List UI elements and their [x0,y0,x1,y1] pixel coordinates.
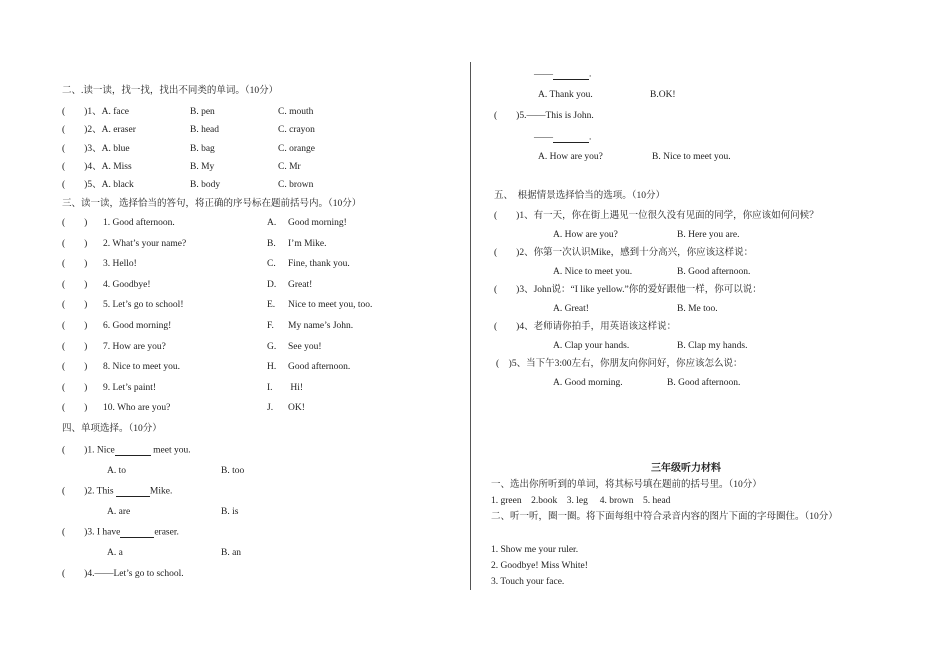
s2-row-4-b: B. My [190,162,215,172]
s3-row-4-key: D. [267,280,277,290]
s3-row-6-answer: My name’s John. [288,321,354,331]
s4-q2-blank[interactable] [116,487,150,497]
s4-q1-stem: ( )1. Nice [62,445,115,456]
q5-option-a: A. How are you? [538,152,603,162]
s3-row-7-key: G. [267,342,277,352]
section-4-heading: 四、单项选择。（10分） [62,424,162,434]
s2-row-3-c: C. orange [278,144,315,154]
s4-q3 [62,528,179,538]
s3-row-1-answer: Good morning! [288,218,347,228]
s5-q5: ( )5、当下午3:00左右，你朋友向你问好，你应该怎么说： [496,359,743,369]
s4-q1-option-a: A. to [107,466,126,476]
s4-q3-tail: eraser. [154,527,179,538]
s5-q3-option-a: A. Great! [553,304,589,314]
s3-row-3-answer: Fine, thank you. [288,259,350,269]
s2-row-5-c: C. brown [278,180,314,190]
s4-q3-option-b: B. an [221,548,242,558]
s5-q2-option-b: B. Good afternoon. [677,267,751,277]
s2-row-2-prompt: ( )2、A. eraser [62,125,136,135]
section-5-heading: 五、 根据情景选择恰当的选项。（10分） [494,191,666,201]
s3-row-5-answer: Nice to meet you, too. [288,300,373,310]
s2-row-5-prompt: ( )5、A. black [62,180,134,190]
listening-part-1-heading: 一、选出你所听到的单词，将其标号填在题前的括号里。（10分） [491,480,762,490]
listening-part-2-heading: 二、听一听，圈一圈。将下面每组中符合录音内容的图片下面的字母圈住。（10分） [491,512,838,522]
s4-q2 [62,487,172,497]
q4-reply-dash: —— [534,69,553,80]
s2-row-2-b: B. head [190,125,220,135]
s3-row-5-question: 5. Let’s go to school! [103,300,184,310]
s5-q4-option-a: A. Clap your hands. [553,341,630,351]
s4-q1-blank[interactable] [115,446,151,456]
q5-stem: ( )5.——This is John. [494,111,594,121]
s4-q1 [62,446,191,456]
s4-q2-option-a: A. are [107,507,131,517]
s3-row-4-question: 4. Goodbye! [103,280,151,290]
s3-row-8-answer: Good afternoon. [288,362,351,372]
listening-line-2: 2. Goodbye! Miss White! [491,561,588,571]
s2-row-3-b: B. bag [190,144,215,154]
s3-row-3-key: C. [267,259,276,269]
s3-row-5-key: E. [267,300,276,310]
listening-line-1: 1. Show me your ruler. [491,545,579,555]
listening-line-3: 3. Touch your face. [491,577,565,587]
s3-row-7-paren: ( ) [62,342,88,352]
s5-q3: ( )3、John说：“I like yellow.”你的爱好跟他一样，你可以说： [494,285,762,295]
column-divider [470,62,471,590]
section-3-heading: 三、读一读，选择恰当的答句，将正确的序号标在题前括号内。（10分） [62,199,362,209]
q5-reply-blank[interactable] [553,133,589,143]
s2-row-1-c: C. mouth [278,107,314,117]
s5-q4: ( )4、老师请你拍手，用英语该这样说： [494,322,677,332]
s4-q2-stem: ( )2. This [62,486,116,497]
s4-q3-option-a: A. a [107,548,123,558]
s3-row-7-question: 7. How are you? [103,342,166,352]
q4-option-b: B.OK! [650,90,676,100]
s3-row-10-paren: ( ) [62,403,88,413]
s4-q4: ( )4.——Let’s go to school. [62,569,184,579]
s4-q3-blank[interactable] [120,528,154,538]
s3-row-6-key: F. [267,321,274,331]
s3-row-7-answer: See you! [288,342,322,352]
listening-title: 三年级听力材料 [651,463,721,474]
s5-q4-option-b: B. Clap my hands. [677,341,748,351]
s3-row-9-answer: Hi! [288,383,304,393]
q5-reply-dash: —— [534,132,553,143]
q5-reply: —— . [534,132,592,143]
s2-row-1-prompt: ( )1、A. face [62,107,130,117]
s3-row-6-question: 6. Good morning! [103,321,172,331]
s3-row-1-question: 1. Good afternoon. [103,218,175,228]
s5-q2: ( )2、你第一次认识Mike，感到十分高兴，你应该这样说： [494,248,754,258]
s2-row-4-c: C. Mr [278,162,301,172]
s3-row-8-key: H. [267,362,277,372]
s3-row-2-key: B. [267,239,276,249]
s5-q5-option-a: A. Good morning. [553,378,623,388]
q5-option-b: B. Nice to meet you. [652,152,731,162]
s5-q1-option-a: A. How are you? [553,230,618,240]
section-2-heading: 二、.读一读，找一找，找出不同类的单词。（10分） [62,86,279,96]
s2-row-1-b: B. pen [190,107,215,117]
s3-row-9-question: 9. Let’s paint! [103,383,157,393]
s4-q1-tail: meet you. [150,445,191,456]
listening-part-1-words: 1. green 2.book 3. leg 4. brown 5. head [491,496,671,506]
s3-row-5-paren: ( ) [62,300,88,310]
q4-reply: —— . [534,69,592,80]
s4-q3-stem: ( )3. I have [62,527,121,538]
s2-row-5-b: B. body [190,180,221,190]
s3-row-10-answer: OK! [288,403,305,413]
s3-row-9-key: I. [267,383,273,393]
s2-row-3-prompt: ( )3、A. blue [62,144,130,154]
q4-option-a: A. Thank you. [538,90,593,100]
s4-q1-option-b: B. too [221,466,245,476]
s4-q2-option-b: B. is [221,507,239,517]
s3-row-8-question: 8. Nice to meet you. [103,362,181,372]
q4-reply-blank[interactable] [553,70,589,80]
s2-row-4-prompt: ( )4、A. Miss [62,162,132,172]
s3-row-8-paren: ( ) [62,362,88,372]
s3-row-1-paren: ( ) [62,218,88,228]
s3-row-10-key: J. [267,403,274,413]
s3-row-4-paren: ( ) [62,280,88,290]
s2-row-2-c: C. crayon [278,125,315,135]
s3-row-1-key: A. [267,218,277,228]
s5-q2-option-a: A. Nice to meet you. [553,267,633,277]
s5-q1-option-b: B. Here you are. [677,230,740,240]
s3-row-4-answer: Great! [288,280,313,290]
s5-q3-option-b: B. Me too. [677,304,718,314]
s3-row-9-paren: ( ) [62,383,88,393]
s5-q5-option-b: B. Good afternoon. [667,378,741,388]
s4-q2-tail: Mike. [149,486,173,497]
s3-row-3-paren: ( ) [62,259,88,269]
s5-q1: ( )1、有一天，你在街上遇见一位很久没有见面的同学，你应该如何问候？ [494,211,819,221]
s3-row-10-question: 10. Who are you? [103,403,171,413]
s3-row-2-question: 2. What’s your name? [103,239,187,249]
s3-row-6-paren: ( ) [62,321,88,331]
s3-row-2-answer: I’m Mike. [288,239,327,249]
s3-row-3-question: 3. Hello! [103,259,137,269]
s3-row-2-paren: ( ) [62,239,88,249]
